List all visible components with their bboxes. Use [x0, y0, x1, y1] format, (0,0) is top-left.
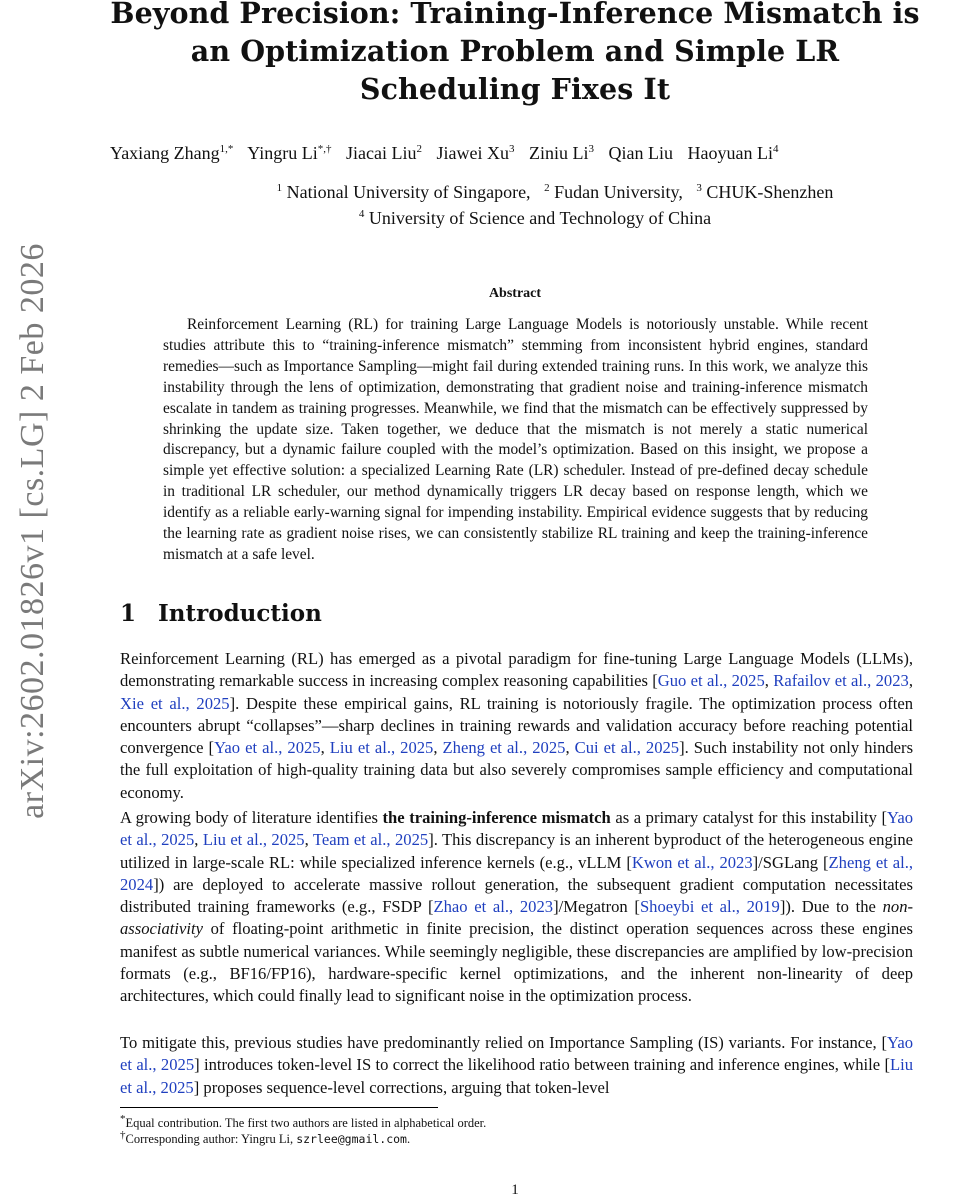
emphasis-italic: non-associativity: [120, 897, 914, 939]
citation-link[interactable]: Rafailov et al., 2023: [773, 671, 909, 691]
emphasis-bold: the training-inference mismatch: [382, 808, 611, 827]
intro-paragraph-1: Reinforcement Learning (RL) has emerged as a pivotal paradigm for fine-tuning Large Language Models (LLMs), demonstrating remarkable success in increasing complex reasoning capabilities [Guo et al., 2025, Rafailov et al., 2023, Xie et al., 2025]. Despite these empirical gains, RL training is notoriously fragile. The optimization process often encounters abrupt “collapses”—sharp declines in training rewards and validation accuracy before reaching potential convergence [Yao et al., 2025, Liu et al., 2025, Zheng et al., 2025, Cui et al., 2025]. Such instability not only hinders the full exploitation of high-quality training data but also severely compromises sample efficiency and computational economy.: [120, 649, 914, 802]
citation-link[interactable]: Kwon et al., 2023: [631, 852, 753, 872]
affiliations-line-2: $^4$ University of Science and Technology of China: [358, 208, 712, 228]
author: Jiawei Xu$^3$: [436, 143, 515, 163]
footnote-2: †Corresponding author: Yingru Li, szrlee@gmail.com.: [120, 1129, 411, 1147]
citation-link[interactable]: Zheng et al., 2025: [442, 738, 566, 758]
section-heading: [120, 600, 322, 627]
citation-link[interactable]: Guo et al., 2025: [657, 671, 765, 691]
citation-link[interactable]: Liu et al., 2025: [120, 1055, 914, 1097]
citation-link[interactable]: Liu et al., 2025: [329, 738, 434, 758]
citation-link[interactable]: Yao et al., 2025: [214, 738, 321, 758]
title-line-1: Beyond Precision: Training-Inference Mismatch is: [110, 0, 920, 30]
abstract-heading: Abstract: [488, 286, 542, 301]
author: Yaxiang Zhang$^{1,*}$: [110, 143, 234, 163]
author: Jiacai Liu$^2$: [346, 143, 422, 163]
title-line-3: Scheduling Fixes It: [359, 72, 671, 106]
abstract-text: Reinforcement Learning (RL) for training Large Language Models is notoriously unstable. While recent studies attribute this to “training-inference mismatch” stemming from inconsistent hybrid engines, standard remedies—such as Importance Sampling—might fail during extended training runs. In this work, we analyze this instability through the lens of optimization, demonstrating that gradient noise and training-inference mismatch escalate in tandem as training progresses. Meanwhile, we find that the mismatch can be effectively suppressed by shrinking the update size. Taken together, we deduce that the mismatch is not merely a static numerical discrepancy, but a dynamic failure coupled with the model’s optimization. Based on this insight, we propose a simple yet effective solution: a specialized Learning Rate (LR) scheduler. Instead of pre-defined decay schedule in traditional LR scheduler, our method dynamically triggers LR decay based on response length, which we identify as a reliable early-warning signal for impending instability. Empirical evidence suggests that by reducing the learning rate as gradient noise rises, we can consistently stabilize RL training and keep the training-inference mismatch at a safe level.: [163, 316, 868, 563]
intro-paragraph-2: A growing body of literature identifies the training-inference mismatch as a primary catalyst for this instability [Yao et al., 2025, Liu et al., 2025, Team et al., 2025]. This discrepancy is an inherent byproduct of the heterogeneous engine utilized in large-scale RL: while specialized inference kernels (e.g., vLLM [Kwon et al., 2023]/SGLang [Zheng et al., 2024]) are deployed to accelerate massive rollout generation, the subsequent gradient computation necessitates distributed training frameworks (e.g., FSDP [Zhao et al., 2023]/Megatron [Shoeybi et al., 2019]). Due to the non-associativity of floating-point arithmetic in finite precision, the distinct operation sequences across these engines manifest as subtle numerical variances. While seemingly negligible, these discrepancies are amplified by low-precision formats (e.g., BF16/FP16), hardware-specific kernel optimizations, and the inherent non-linearity of deep architectures, which could finally lead to significant noise in the optimization process.: [120, 808, 914, 1006]
paper-title: [100, 0, 930, 108]
arxiv-stamp: arXiv:2602.01826v1 [cs.LG] 2 Feb 2026: [14, 243, 51, 819]
citation-link[interactable]: Shoeybi et al., 2019: [639, 897, 780, 917]
title-line-2: an Optimization Problem and Simple LR: [190, 34, 840, 68]
footnote-divider: [120, 1107, 438, 1108]
section-number: 1: [120, 600, 137, 627]
citation-link[interactable]: Zhao et al., 2023: [433, 897, 554, 917]
citation-link[interactable]: Team et al., 2025: [312, 830, 429, 850]
page-number: 1: [511, 1182, 519, 1198]
email-link[interactable]: szrlee@gmail.com: [296, 1132, 407, 1147]
citation-link[interactable]: Liu et al., 2025: [202, 830, 305, 850]
citation-link[interactable]: Cui et al., 2025: [574, 738, 680, 758]
citation-link[interactable]: Yao et al., 2025: [120, 1033, 913, 1075]
citation-link[interactable]: Yao et al., 2025: [120, 808, 914, 850]
author-list: [110, 143, 970, 164]
author: Yingru Li*,†: [247, 143, 332, 163]
citation-link[interactable]: Xie et al., 2025: [120, 693, 230, 713]
citation-link[interactable]: Zheng et al., 2024: [120, 852, 914, 894]
author: Haoyuan Li$^4$: [687, 143, 779, 163]
author: Qian Liu: [608, 143, 673, 163]
footnote-1: *Equal contribution. The first two authors are listed in alphabetical order.: [120, 1113, 487, 1131]
affiliations-line-1: $^1$ National University of Singapore, $^2$ Fudan University, $^3$ CHUK-Shenzhen: [276, 182, 834, 202]
section-title: Introduction: [158, 600, 322, 627]
author: Ziniu Li$^3$: [528, 143, 594, 163]
intro-paragraph-3: To mitigate this, previous studies have predominantly relied on Importance Sampling (IS) variants. For instance, [Yao et al., 2025] introduces token-level IS to correct the likelihood ratio between training and inference engines, while [Liu et al., 2025] proposes sequence-level corrections, arguing that token-level: [120, 1033, 914, 1097]
